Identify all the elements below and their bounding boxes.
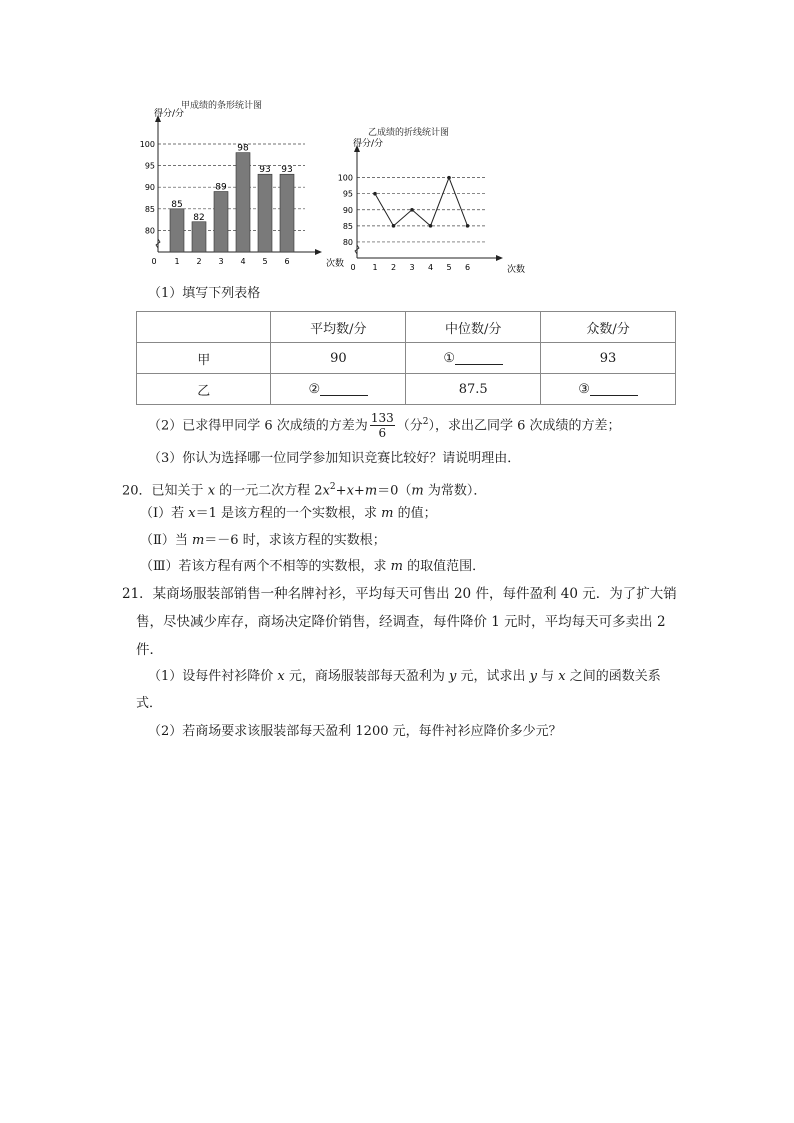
median-value: 87.5: [406, 374, 541, 405]
mode-value: 93: [541, 343, 676, 374]
mode-blank-cell: [541, 374, 676, 405]
p20-text: +: [335, 483, 347, 499]
x-tick-label: 3: [409, 263, 415, 272]
line-chart-title: 乙成绩的折线统计图: [368, 128, 450, 138]
q2-after: ），求出乙同学 6 次成绩的方差；: [428, 418, 621, 434]
answer-blank[interactable]: [320, 381, 368, 396]
bar: [170, 209, 184, 252]
problem-20-part-iii: [140, 557, 485, 577]
y-tick-label: 80: [144, 226, 155, 236]
y-tick-label: 95: [342, 189, 353, 199]
bar-data-label: 82: [193, 212, 205, 223]
p20-text: 的值；: [393, 506, 437, 521]
x-tick-label: 1: [372, 263, 378, 272]
p21-text: 与: [537, 669, 559, 684]
y-tick-label: 85: [144, 204, 155, 214]
x-tick-label: 4: [240, 257, 246, 266]
var-x: x: [322, 483, 330, 499]
p20-text: 为常数）．: [423, 483, 487, 499]
table-header-row: [137, 312, 676, 343]
x-tick-label: 1: [174, 257, 180, 266]
problem-21-part-1-cont: 式．: [136, 696, 163, 711]
var-x: x: [188, 506, 196, 521]
var-m: m: [191, 533, 205, 548]
blank-mark: ②: [308, 382, 321, 397]
bar-data-label: 93: [281, 165, 293, 176]
bar-data-label: 85: [171, 199, 183, 210]
problem-21-line-3: 件．: [136, 642, 163, 658]
bar-data-label: 98: [237, 143, 249, 154]
x-axis-arrow: [315, 249, 322, 255]
data-point: [447, 176, 451, 180]
y-axis-label: 得分/分: [154, 109, 185, 119]
table-header-cell: 中位数/分: [406, 312, 541, 343]
bar: [236, 153, 250, 252]
var-m: m: [364, 483, 378, 499]
median-blank-cell: [406, 343, 541, 374]
x-tick-label: 2: [196, 257, 202, 266]
data-point: [392, 224, 396, 228]
question-2-text: [148, 408, 621, 440]
table-header-cell: [137, 312, 271, 343]
bar: [214, 192, 228, 252]
fraction-denominator: 6: [378, 426, 387, 441]
var-m: m: [411, 483, 424, 499]
p21-text: 元，试求出: [456, 669, 530, 684]
y-tick-label: 95: [144, 161, 155, 171]
x-axis-label: 次数: [326, 259, 345, 269]
x-tick-label: 6: [284, 257, 290, 266]
x-tick-label: 3: [218, 257, 224, 266]
problem-20-part-ii: [140, 531, 386, 551]
table-row: [137, 374, 676, 405]
p20-text: （Ⅲ）若该方程有两个不相等的实数根，求: [140, 559, 391, 574]
bar-chart-title: 甲成绩的条形统计图: [181, 101, 263, 111]
problem-21-line-2: 售，尽快减少库存，商场决定降价销售，经调查，每件降价 1 元时，平均每天可多卖出 2: [136, 614, 666, 630]
p20-text: +: [353, 483, 365, 499]
q2-sup: 2: [422, 417, 429, 427]
p21-text: （1）设每件衬衫降价: [148, 669, 278, 684]
p20-text: 的一元二次方程 2: [215, 483, 323, 499]
p20-text: ＝0（: [377, 483, 412, 499]
series-line: [375, 178, 468, 226]
problem-21-part-2: （2）若商场要求该服装部每天盈利 1200 元，每件衬衫应降价多少元？: [148, 724, 562, 739]
x-tick-label: 4: [427, 263, 434, 272]
p21-text: 元，商场服装部每天盈利为: [284, 669, 450, 684]
mean-blank-cell: [271, 374, 406, 405]
problem-21-line-1: 21．某商场服装部销售一种名牌衬衫，平均每天可售出 20 件，每件盈利 40 元．为了扩大销: [122, 586, 677, 602]
p21-text: 之间的函数关系: [565, 669, 661, 684]
bar-data-label: 89: [215, 182, 227, 193]
y-tick-label: 90: [144, 183, 155, 193]
table-header-cell: 平均数/分: [271, 312, 406, 343]
row-name: 甲: [137, 343, 271, 374]
p20-text: （Ⅱ）当: [140, 533, 192, 548]
data-point: [410, 208, 414, 212]
x-axis-label: 次数: [507, 265, 526, 275]
bar: [280, 174, 294, 252]
bar-data-label: 93: [259, 165, 271, 176]
p20-text: 的取值范围．: [403, 559, 486, 574]
var-x: x: [346, 483, 354, 499]
var-m: m: [381, 506, 394, 521]
x-tick-label: 6: [464, 263, 471, 272]
var-x: x: [277, 669, 285, 684]
answer-blank[interactable]: [590, 381, 638, 396]
x-axis-arrow: [496, 255, 503, 261]
y-tick-label: 100: [337, 173, 353, 183]
p20-text: （Ⅰ）若: [140, 506, 189, 521]
problem-21-part-1: [148, 667, 661, 687]
row-name: 乙: [137, 374, 271, 405]
p20-text: 20．已知关于: [122, 483, 208, 499]
y-tick-label: 80: [342, 237, 353, 247]
mean-value: 90: [271, 343, 406, 374]
data-point: [466, 224, 470, 228]
variance-fraction: [370, 411, 395, 440]
y-tick-label: 100: [139, 140, 155, 149]
var-x: x: [558, 669, 566, 684]
blank-mark: ③: [578, 382, 590, 397]
origin-label: 0: [350, 263, 356, 272]
y-tick-label: 85: [342, 221, 353, 231]
table-row: [137, 343, 676, 374]
x-tick-label: 2: [390, 263, 397, 272]
bar-chart: [139, 109, 345, 272]
q2-before: （2）已求得甲同学 6 次成绩的方差为: [148, 418, 368, 434]
table-header-cell: 众数/分: [541, 312, 676, 343]
bar: [192, 222, 206, 252]
bar: [258, 174, 272, 252]
question-1-text: （1）填写下列表格: [148, 286, 261, 301]
score-table: [136, 311, 676, 405]
x-tick-label: 5: [446, 263, 452, 272]
var-y: y: [529, 669, 537, 684]
fraction-numerator: 133: [370, 411, 394, 426]
problem-20-part-i: [140, 504, 437, 524]
var-x: x: [207, 483, 216, 499]
origin-label: 0: [151, 257, 157, 266]
line-chart: [335, 140, 525, 275]
var-y: y: [449, 669, 457, 684]
question-3-text: （3）你认为选择哪一位同学参加知识竞赛比较好？请说明理由．: [148, 451, 521, 466]
q2-unit: （分: [396, 418, 423, 434]
var-m: m: [390, 559, 403, 574]
blank-mark: ①: [443, 351, 456, 366]
p20-text: ＝1 是该方程的一个实数根，求: [195, 506, 382, 521]
data-point: [429, 224, 433, 228]
y-tick-label: 90: [342, 205, 353, 215]
problem-20-stem: [122, 477, 486, 501]
p20-text: ＝－6 时，求该方程的实数根；: [204, 533, 386, 548]
answer-blank[interactable]: [455, 350, 503, 365]
exponent: 2: [329, 482, 336, 492]
y-axis-label: 得分/分: [353, 139, 384, 149]
data-point: [373, 192, 377, 196]
x-tick-label: 5: [262, 257, 268, 266]
